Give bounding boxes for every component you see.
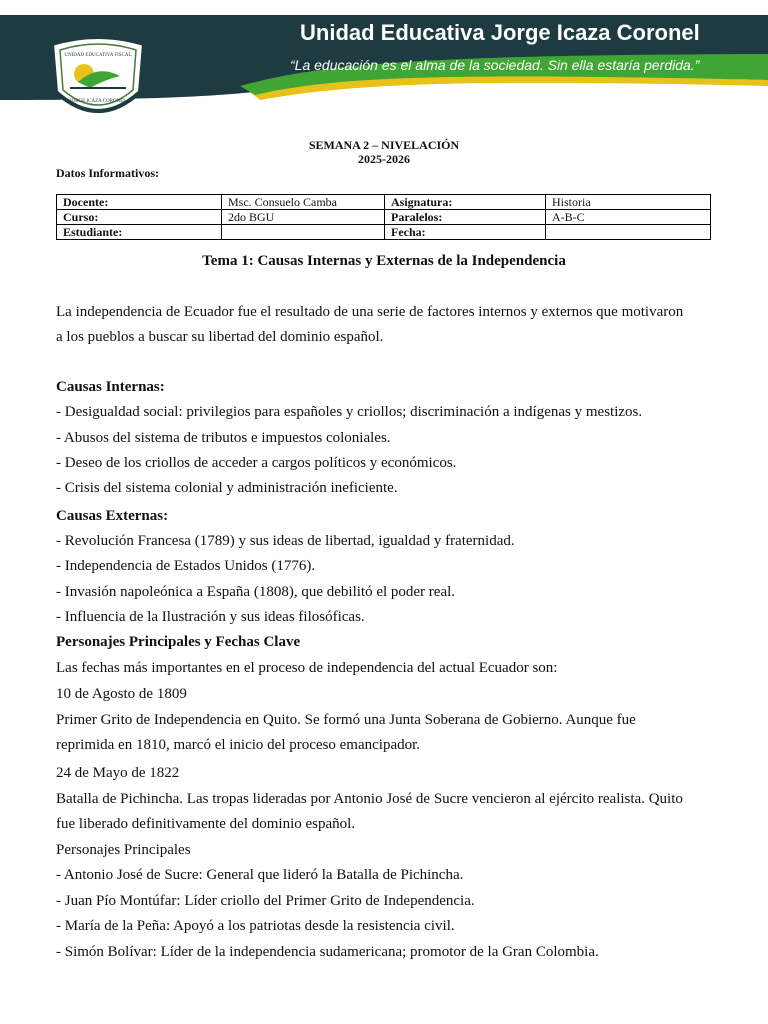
list-item: - Desigualdad social: privilegios para españoles y criollos; discriminación a indígenas y mestizos. [56,404,643,420]
school-crest-logo [52,37,144,111]
list-item: - Independencia de Estados Unidos (1776). [56,558,316,574]
curso-value: 2do BGU [222,210,385,225]
personajes-fechas-heading: Personajes Principales y Fechas Clave [56,634,301,650]
list-item: - Juan Pío Montúfar: Líder criollo del Primer Grito de Independencia. [56,893,475,909]
school-name: Unidad Educativa Jorge Icaza Coronel [300,20,700,45]
datos-informativos-label: Datos Informativos: [56,166,159,180]
estudiante-label: Estudiante: [57,225,222,240]
docente-label: Docente: [57,195,222,210]
list-item: - Invasión napoleónica a España (1808), que debilitó el poder real. [56,584,456,600]
week-heading: SEMANA 2 – NIVELACIÓN [308,138,460,152]
list-item: - Abusos del sistema de tributos e impuestos coloniales. [56,430,391,446]
crest-top-text: UNIDAD EDUCATIVA FISCAL [64,53,132,58]
list-item: - Crisis del sistema colonial y administración ineficiente. [56,480,398,496]
date-description-line: fue liberado definitivamente del dominio español. [56,816,356,832]
topic-title: Tema 1: Causas Internas y Externas de la Independencia [202,253,566,269]
estudiante-value[interactable] [222,225,385,240]
intro-line-1: La independencia de Ecuador fue el resultado de una serie de factores internos y externos que motivaron [56,304,684,320]
paralelos-label: Paralelos: [385,210,546,225]
crest-bottom-text: JORGE ICAZA CORONEL [69,99,127,104]
table-row [57,210,711,225]
list-item: - Simón Bolívar: Líder de la independencia sudamericana; promotor de la Gran Colombia. [56,944,599,960]
intro-line-2: a los pueblos a buscar su libertad del dominio español. [56,329,384,345]
causas-externas-heading: Causas Externas: [56,508,169,524]
asignatura-value: Historia [546,195,711,210]
date-description-line: Primer Grito de Independencia en Quito. Se formó una Junta Soberana de Gobierno. Aunque fue [56,712,636,728]
list-item: - Antonio José de Sucre: General que lideró la Batalla de Pichincha. [56,867,464,883]
personajes-subheading: Personajes Principales [56,842,191,858]
header-banner [0,0,768,125]
date-heading: 10 de Agosto de 1809 [56,686,187,702]
fechas-intro: Las fechas más importantes en el proceso de independencia del actual Ecuador son: [56,660,558,676]
date-description-line: reprimida en 1810, marcó el inicio del proceso emancipador. [56,737,421,753]
table-row [57,195,711,210]
asignatura-label: Asignatura: [385,195,546,210]
info-table [56,194,711,240]
table-row [57,225,711,240]
date-description-line: Batalla de Pichincha. Las tropas lideradas por Antonio José de Sucre vencieron al ejército realista. Quito [56,791,683,807]
docente-value: Msc. Consuelo Camba [222,195,385,210]
date-heading: 24 de Mayo de 1822 [56,765,180,781]
list-item: - Revolución Francesa (1789) y sus ideas de libertad, igualdad y fraternidad. [56,533,515,549]
school-slogan: “La educación es el alma de la sociedad. Sin ella estaría perdida.” [290,57,700,73]
list-item: - María de la Peña: Apoyó a los patriotas desde la resistencia civil. [56,918,455,934]
causas-internas-heading: Causas Internas: [56,379,165,395]
list-item: - Deseo de los criollos de acceder a cargos políticos y económicos. [56,455,457,471]
list-item: - Influencia de la Ilustración y sus ideas filosóficas. [56,609,365,625]
fecha-label: Fecha: [385,225,546,240]
paralelos-value: A-B-C [546,210,711,225]
school-year: 2025-2026 [358,152,410,166]
curso-label: Curso: [57,210,222,225]
fecha-value[interactable] [546,225,711,240]
